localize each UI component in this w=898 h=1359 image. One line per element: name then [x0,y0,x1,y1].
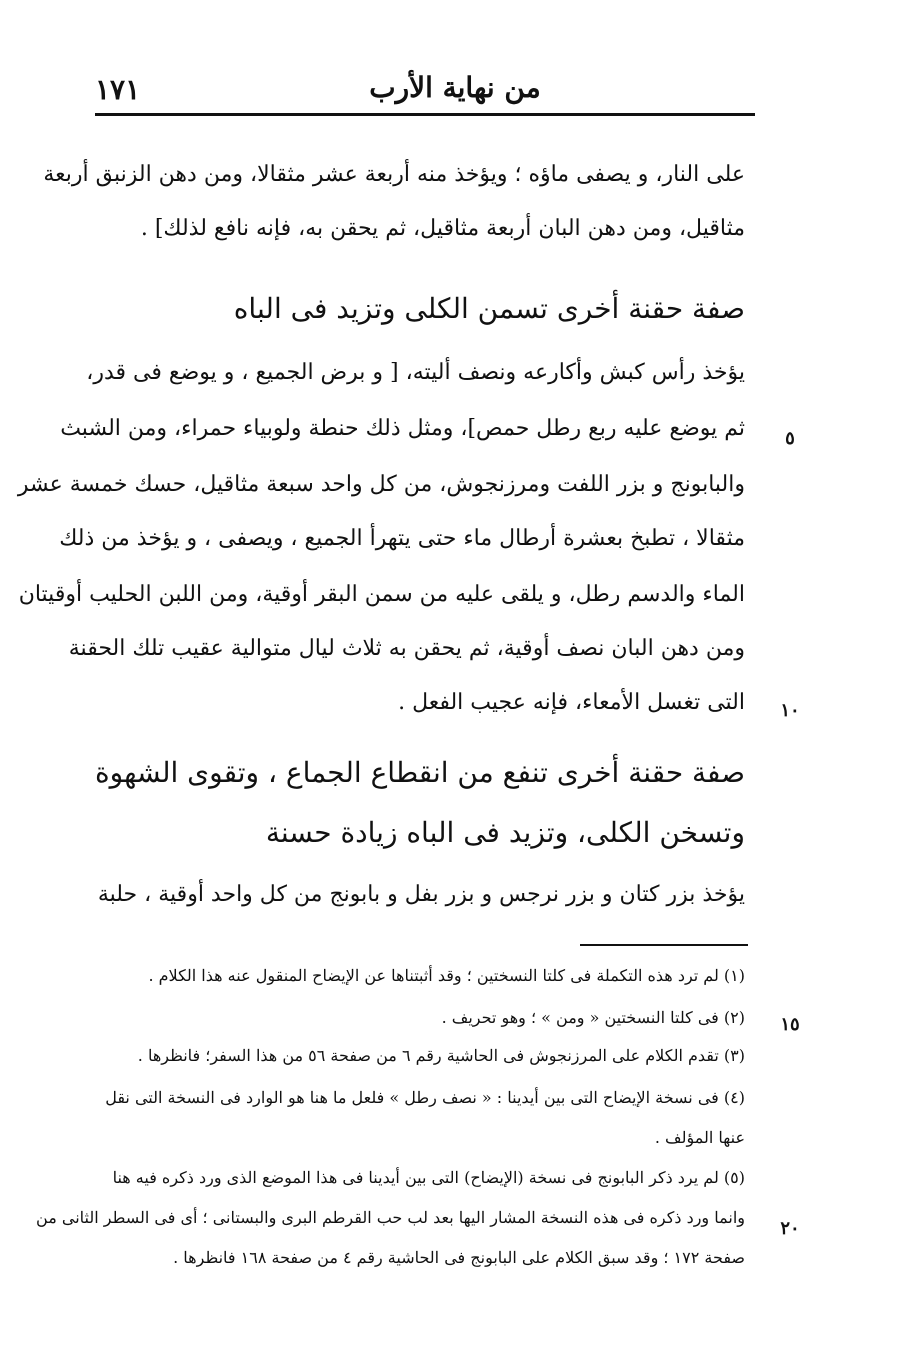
line-number: ١٠ [780,700,800,721]
line-number: ١٥ [780,1014,800,1035]
footnote-line: صفحة ١٧٢ ؛ وقد سبق الكلام على البابونج فى الحاشية رقم ٤ من صفحة ١٦٨ فانظرها . [173,1248,745,1267]
header-rule [95,113,755,116]
text-line: والبابونج و بزر اللفت ومرزنجوش، من كل واحد سبعة مثاقيل، حسك خمسة عشر [17,472,745,497]
text-line: يؤخذ بزر كتان و بزر نرجس و بزر بفل و بابونج من كل واحد أوقية ، حلبة [97,882,745,907]
line-number: ٢٠ [780,1218,800,1239]
footnote-line: (٥) لم يرد ذكر البابونج فى نسخة (الإيضاح) التى بين أيدينا فى هذا الموضع الذى ورد ذكره فيه هنا [112,1168,745,1187]
section-heading: وتسخن الكلى، وتزيد فى الباه زيادة حسنة [265,816,745,849]
text-line: ومن دهن البان نصف أوقية، ثم يحقن به ثلاث ليال متوالية عقيب تلك الحقنة [68,636,745,661]
footnote-line: وانما ورد ذكره فى هذه النسخة المشار اليها بعد لب حب القرطم البرى والبستانى ؛ أى فى السطر الثانى من [36,1208,745,1227]
text-line: الماء والدسم رطل، و يلقى عليه من سمن البقر أوقية، ومن اللبن الحليب أوقيتان [18,582,745,607]
footnote-rule [580,944,748,946]
section-heading: صفة حقنة أخرى تنفع من انقطاع الجماع ، وتقوى الشهوة [94,756,745,789]
page-number: ١٧١ [95,73,141,106]
footnote-line: (٢) فى كلتا النسختين « ومن » ؛ وهو تحريف . [441,1008,745,1027]
line-number: ٥ [785,428,795,449]
text-line: مثقالا ، تطبخ بعشرة أرطال ماء حتى يتهرأ الجميع ، ويصفى ، و يؤخذ من ذلك [59,526,745,551]
footnote-line: (٣) تقدم الكلام على المرزنجوش فى الحاشية رقم ٦ من صفحة ٥٦ من هذا السفر؛ فانظرها . [137,1046,745,1065]
text-line: مثاقيل، ومن دهن البان أربعة مثاقيل، ثم يحقن به، فإنه نافع لذلك] . [140,216,745,241]
footnote-line: (٤) فى نسخة الإيضاح التى بين أيدينا : « نصف رطل » فلعل ما هنا هو الوارد فى النسخة التى نقل [105,1088,745,1107]
text-line: على النار، و يصفى ماؤه ؛ ويؤخذ منه أربعة عشر مثقالا، ومن دهن الزنبق أربعة [43,162,745,187]
section-heading: صفة حقنة أخرى تسمن الكلى وتزيد فى الباه [233,292,745,325]
page-header [95,55,755,115]
text-line: يؤخذ رأس كبش وأكارعه ونصف أليته، [ و برض الجميع ، و يوضع فى قدر، [86,360,745,385]
footnote-line: عنها المؤلف . [654,1128,745,1147]
text-line: التى تغسل الأمعاء، فإنه عجيب الفعل . [398,690,745,715]
running-title: من نهاية الأرب [369,71,541,104]
footnote-line: (١) لم ترد هذه التكملة فى كلتا النسختين ؛ وقد أثبتناها عن الإيضاح المنقول عنه هذا الكلام . [148,966,745,985]
text-line: ثم يوضع عليه ربع رطل حمص]، ومثل ذلك حنطة ولوبياء حمراء، ومن الشبث [60,416,745,441]
